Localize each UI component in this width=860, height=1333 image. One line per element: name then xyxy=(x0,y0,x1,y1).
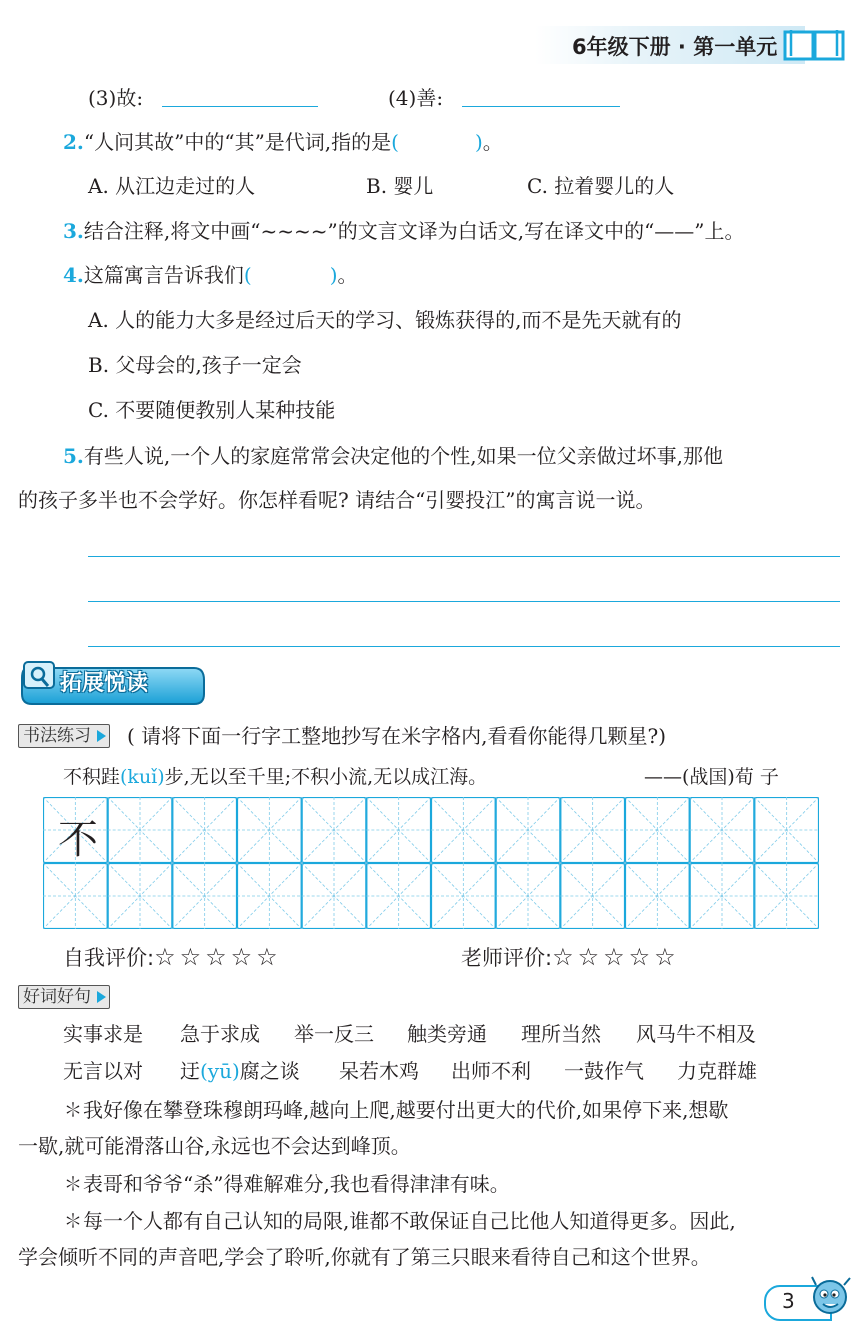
phrases-tag-label: 好词好句 xyxy=(23,987,91,1007)
phrase: 急于求成 xyxy=(180,1022,260,1046)
q2-number: 2. xyxy=(63,130,84,154)
phrase: 出师不利 xyxy=(451,1059,531,1083)
quote-part-b: 步,无以至千里;不积小流,无以成江海。 xyxy=(164,766,488,788)
phrase: 呆若木鸡 xyxy=(339,1059,419,1083)
sentence-1-line-2: 一歇,就可能滑落山谷,永远也不会达到峰顶。 xyxy=(18,1134,411,1158)
sentence-3-line-2: 学会倾听不同的声音吧,学会了聆听,你就有了第三只眼来看待自己和这个世界。 xyxy=(18,1245,711,1269)
q5-number: 5. xyxy=(63,444,84,468)
q2-option-a: A. 从江边走过的人 xyxy=(88,174,256,198)
book-icon xyxy=(783,26,845,62)
q2-option-c: C. 拉着婴儿的人 xyxy=(527,174,675,198)
self-rating xyxy=(63,942,282,972)
answer-line-3[interactable] xyxy=(88,646,840,647)
sentence-1-line-1: ✽我好像在攀登珠穆朗玛峰,越向上爬,越要付出更大的代价,如果停下来,想歇 xyxy=(63,1098,729,1122)
q5-line2: 的孩子多半也不会学好。你怎样看呢? 请结合“引婴投江”的寓言说一说。 xyxy=(18,488,656,512)
q4-paren-open: ( xyxy=(243,263,252,287)
phrases-tag xyxy=(18,985,110,1009)
sample-character: 不 xyxy=(58,817,98,863)
q1-item3-label: (3)故: xyxy=(88,86,144,110)
sentence-2: ✽表哥和爷爷“杀”得难解难分,我也看得津津有味。 xyxy=(63,1172,510,1196)
phrase-pinyin: (yū) xyxy=(200,1059,240,1083)
arrow-right-icon xyxy=(97,730,106,742)
teacher-rating-stars[interactable]: ☆☆☆☆☆ xyxy=(552,943,680,971)
sentence-3-line-1: ✽每一个人都有自己认知的局限,谁都不敢保证自己比他人知道得更多。因此, xyxy=(63,1209,736,1233)
page-number: 3 xyxy=(782,1289,795,1313)
q4-text: 这篇寓言告诉我们 xyxy=(83,263,244,287)
q2-suffix: 。 xyxy=(482,130,503,154)
q2-paren-close: ) xyxy=(474,130,483,154)
q1-item4-label: (4)善: xyxy=(388,86,444,110)
q2-option-b: B. 婴儿 xyxy=(366,174,434,198)
q4-option-c: C. 不要随便教别人某种技能 xyxy=(88,398,336,422)
phrase: 无言以对 xyxy=(63,1059,143,1083)
q4-suffix: 。 xyxy=(337,263,358,287)
self-rating-label: 自我评价: xyxy=(63,946,155,970)
teacher-rating xyxy=(461,942,680,972)
q2-text: “人问其故”中的“其”是代词,指的是 xyxy=(83,130,392,154)
calligraphy-instruction: ( 请将下面一行字工整地抄写在米字格内,看看你能得几颗星?) xyxy=(127,724,667,748)
phrase: 实事求是 xyxy=(63,1022,143,1046)
self-rating-stars[interactable]: ☆☆☆☆☆ xyxy=(154,943,282,971)
calligraphy-quote xyxy=(63,763,487,791)
phrase: 力克群雄 xyxy=(677,1059,757,1083)
calligraphy-tag-label: 书法练习 xyxy=(23,726,91,746)
phrase-row-1 xyxy=(63,1020,756,1048)
q4-paren-close: ) xyxy=(329,263,338,287)
q4-option-a: A. 人的能力大多是经过后天的学习、锻炼获得的,而不是先天就有的 xyxy=(88,308,682,332)
phrase-row-2 xyxy=(63,1057,757,1085)
phrase: 风马牛不相及 xyxy=(636,1022,756,1046)
q1-item3-blank xyxy=(162,106,318,107)
q3-number: 3. xyxy=(63,219,84,243)
arrow-right-icon xyxy=(97,991,106,1003)
answer-line-1[interactable] xyxy=(88,556,840,557)
question-3 xyxy=(63,217,745,245)
q2-paren-open: ( xyxy=(391,130,399,154)
phrase: 举一反三 xyxy=(294,1022,374,1046)
mascot-icon xyxy=(808,1275,854,1325)
phrase: 一鼓作气 xyxy=(564,1059,644,1083)
quote-pinyin: (kuǐ) xyxy=(120,766,165,788)
question-4 xyxy=(63,261,358,289)
question-5 xyxy=(63,442,723,470)
phrase: 理所当然 xyxy=(521,1022,601,1046)
mizige-grid[interactable] xyxy=(43,797,819,929)
q3-text: 结合注释,将文中画“~~~~”的文言文译为白话文,写在译文中的“——”上。 xyxy=(83,219,745,243)
teacher-rating-label: 老师评价: xyxy=(461,946,553,970)
q4-number: 4. xyxy=(63,263,84,287)
phrase-post: 腐之谈 xyxy=(239,1059,300,1083)
phrase-pre: 迂 xyxy=(180,1059,200,1083)
q1-item4-blank xyxy=(462,106,620,107)
question-2 xyxy=(63,128,503,156)
answer-line-2[interactable] xyxy=(88,601,840,602)
quote-part-a: 不积跬 xyxy=(63,766,121,788)
calligraphy-tag xyxy=(18,724,110,748)
section-banner-label: 拓展悦读 xyxy=(60,671,149,696)
q4-option-b: B. 父母会的,孩子一定会 xyxy=(88,353,302,377)
calligraphy-attribution: ——(战国)荀 子 xyxy=(644,766,779,788)
unit-title: 6年级下册 · 第一单元 xyxy=(572,35,778,59)
q5-line1: 有些人说,一个人的家庭常常会决定他的个性,如果一位父亲做过坏事,那他 xyxy=(83,444,723,468)
phrase: 触类旁通 xyxy=(407,1022,487,1046)
